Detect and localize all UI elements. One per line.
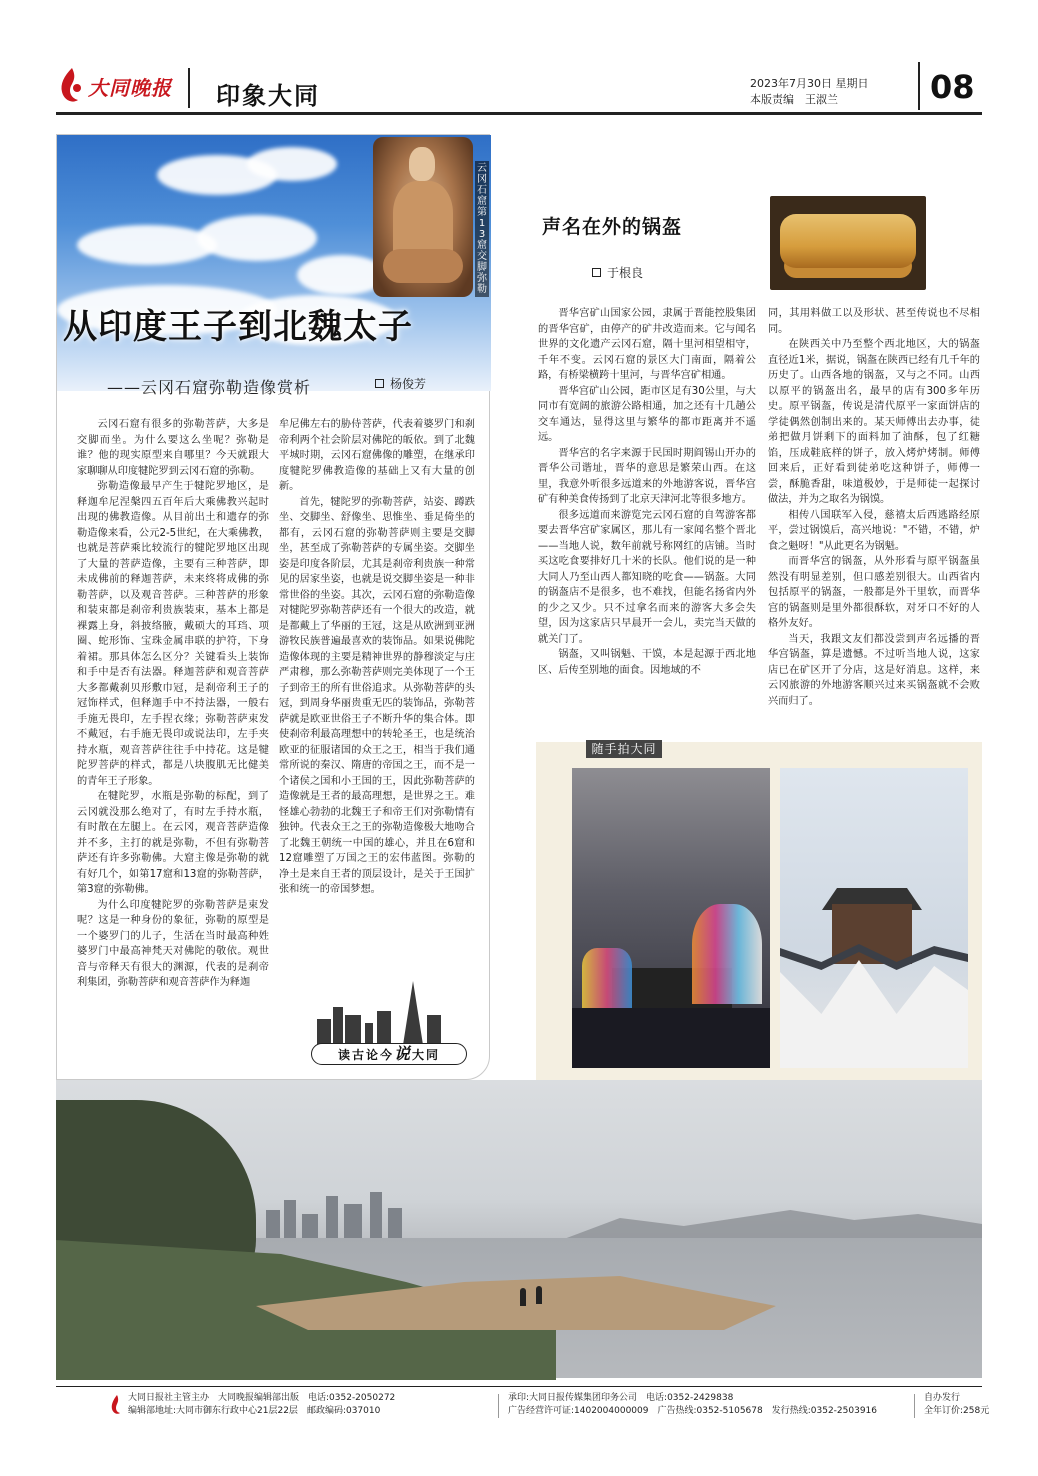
paragraph: 晋华宫矿山国家公园，隶属于晋能控股集团的晋华宫矿，由停产的矿井改造而来。它与闻名世界的文化遗产云冈石窟，隔十里河相望相守，千年不变。云冈石窟的景区大门南面，隔着公路，有桥梁横跨十里河，与晋华宫矿相通。 xyxy=(538,308,756,381)
paragraph: 而晋华宫的锅盔，从外形看与原平锅盔虽然没有明显差别，但口感差别很大。山西省内包括原平的锅盔，一般都是外干里软，而晋华宫的锅盔则是里外都很酥软，对牙口不好的人格外友好。 xyxy=(768,556,980,629)
section-name: 印象大同 xyxy=(216,81,320,110)
page-editor: 本版责编 王淑兰 xyxy=(750,93,838,106)
footer-separator xyxy=(498,1394,499,1418)
paragraph: 在犍陀罗，水瓶是弥勒的标配，到了云冈就没那么绝对了，有时左手持水瓶，有时散在左腿上。在云冈，观音菩萨造像并不多，主打的就是弥勒，不但有弥勒菩萨还有许多弥勒佛。大窟主像是弥勒的就有好几个，如第17窟和13窟的弥勒菩萨，第3窟的弥勒佛。 xyxy=(77,791,269,895)
article-byline xyxy=(375,375,426,392)
author-name: 杨俊芳 xyxy=(390,377,427,391)
paragraph: 首先，犍陀罗的弥勒菩萨，站姿、蹲跌坐、交脚坐、舒像坐、思惟坐、垂足倚坐的都有，云冈石窟的弥勒菩萨则主要是交脚坐，甚至成了弥勒菩萨的专属坐姿。交脚坐姿是印度各阶层，尤其是刹帝利贵族一种常见的居家坐姿，也就是说交脚坐姿是一种非常世俗的坐姿。其次，云冈石窟的弥勒造像对犍陀罗弥勒菩萨还有一个很大的改造，就是都戴上了华丽的王冠，这是从欧洲到亚洲游牧民族普遍最喜欢的装饰品。如果说佛陀造像体现的主要是精神世界的静穆淡定与庄严肃穆，那么弥勒菩萨则完美体现了一个王子到帝王的所有世俗追求。从弥勒菩萨的头冠，到周身华丽贵重无匹的装饰品，弥勒菩萨就是欧亚世俗王子不断升华的集合体。即使刹帝利最高理想中的转轮圣王，也是统治欧亚的征服诸国的众王之王，相当于我们通常所说的秦汉、隋唐的帝国之王，而不是一个诸侯之国和小王国的王，因此弥勒菩萨的造像就是王者的最高理想，是世界之王。难怪雄心勃勃的北魏王子和帝王们对弥勒情有独钟。代表众王之王的弥勒造像极大地吻合了北魏王朝统一中国的雄心，并且在6窟和12窟雕塑了万国之王的宏伟蓝图。弥勒的净土是来自王者的顶层设计，是关于王国扩张和统一的帝国梦想。 xyxy=(279,496,475,895)
paragraph: 锅盔，又叫锅魁、干馍，本是起源于西北地区、后传至别地的面食。因地域的不 xyxy=(538,649,756,676)
issue-date: 2023年7月30日 星期日 xyxy=(750,77,869,90)
paragraph: 牟尼佛左右的胁侍菩萨，代表着婆罗门和刹帝利两个社会阶层对佛陀的皈依。到了北魏平城时期，云冈石窟佛像的雕塑，在继承印度犍陀罗佛教造像的基础上又有大量的创新。 xyxy=(279,419,475,492)
paragraph: 在陕西关中乃至整个西北地区，大的锅盔直径近1米，据说，锅盔在陕西已经有几千年的历史了。山西各地的锅盔，又与之不同。山西以原平的锅盔出名，最早的店有300多年历史。原平锅盔，传说是清代原平一家面饼店的学徒偶然创制出来的。某天师傅出去办事，徒弟把做月饼剩下的面料加了油酥，包了红糖馅，压成鞋底样的饼子，放入烤炉烤制。师傅回来后，正好看到徒弟吃这种饼子，师傅一尝，酥脆香甜，味道极妙，于是师徒一起探讨做法，并为之取名为锅馍。 xyxy=(768,339,980,505)
masthead xyxy=(56,62,982,114)
guokui-column-2 xyxy=(768,306,980,707)
lake-landscape-photo xyxy=(56,1080,982,1378)
issue-meta xyxy=(750,76,869,108)
imprint-publisher: 大同日报社主管主办 大同晚报编辑部出版 电话:0352-2050272 编辑部地址:大同市御东行政中心21层22层 邮政编码:037010 xyxy=(128,1393,396,1416)
guokui-article-byline xyxy=(592,264,643,281)
paragraph: 当天，我跟文友们都没尝到声名远播的晋华宫锅盔，算是遗憾。不过听当地人说，这家店已在矿区开了分店，这是好消息。这样，来云冈旅游的外地游客顺兴过来买锅盔就不会败兴而归了。 xyxy=(768,633,980,707)
byline-box-icon xyxy=(592,268,601,277)
footer-rule xyxy=(56,1386,982,1387)
logo-flame-icon xyxy=(56,66,86,106)
article-title: 从印度王子到北魏太子 xyxy=(63,307,413,347)
page-number: 08 xyxy=(930,68,975,106)
paragraph: 为什么印度犍陀罗的弥勒菩萨是束发呢？这是一种身份的象征，弥勒的原型是一个婆罗门的儿子，生活在当时最高种姓婆罗门中最高神梵天对佛陀的敬依。观世音与帝释天有很大的渊源，代表的是刹帝利集团，弥勒菩萨和观音菩萨作为释迦 xyxy=(77,899,269,988)
footer-logo-icon xyxy=(110,1394,122,1416)
statue-photo-caption: 云冈石窟第13窟交脚弥勒 xyxy=(477,163,487,295)
column-banner: 读古论今说大同 xyxy=(311,1043,467,1065)
city-skyline-icon xyxy=(311,975,451,1045)
imprint-footer xyxy=(56,1392,990,1422)
footer-separator xyxy=(914,1394,915,1418)
paragraph: 晋华宫矿山公园，距市区足有30公里，与大同市有宽阔的旅游公路相通，加之还有十几趟公交车通达，显得这里与繁华的都市距离并不遥远。 xyxy=(538,385,756,443)
article-subtitle: ——云冈石窟弥勒造像赏析 xyxy=(107,378,312,397)
imprint-printer: 承印:大同日报传媒集团印务公司 电话:0352-2429838 广告经营许可证:1402004000009 广告热线:0352-5105678 发行热线:0352-2503916 xyxy=(508,1393,878,1416)
article-column-1 xyxy=(77,417,269,1073)
paragraph: 弥勒造像最早产生于犍陀罗地区，是释迦牟尼涅槃四五百年后大乘佛教兴起时出现的佛教造像。从目前出土和遗存的弥勒造像来看，公元2-5世纪，在大乘佛教，也就是菩萨乘比较流行的犍陀罗地区出现了大量的菩萨造像，主要有三种菩萨，即未成佛前的释迦菩萨，未来终将成佛的弥勒菩萨，以及观音菩萨。三种菩萨的形象和装束都是刹帝利贵族装束，基本上都是裸露上身，斜披络腋，戴硕大的耳珰、项圈、蛇形饰、宝珠金属串联的护符，下身着裙。那具体怎么区分？关键看头上装饰和手中是否有法器。释迦菩萨和观音菩萨大多都戴刹贝形敷巾冠，是刹帝利王子的冠饰样式，但释迦手中不持法器，一般右手施无畏印，左手捏衣缘；弥勒菩萨束发不戴冠，右手施无畏印或说法印，左手夹持水瓶，观音菩萨往往手中持花。这是犍陀罗菩萨的样式，都是八块腹肌无比健美的青年王子形象。 xyxy=(77,481,269,787)
imprint-distribution: 自办发行 全年订价:258元 xyxy=(924,1393,990,1416)
photo-feature-tag: 随手拍大同 xyxy=(586,740,662,758)
guokui-bread-photo xyxy=(770,196,926,290)
header-divider xyxy=(188,68,190,108)
byline-box-icon xyxy=(375,379,384,388)
logo-text: 大同晚报 xyxy=(88,75,172,100)
newspaper-logo xyxy=(56,62,184,110)
paragraph: 晋华宫的名字来源于民国时期阎锡山开办的晋华公司谐址，晋华的意思是繁荣山西。在这里，我意外听很多远道来的外地游客说，晋华宫矿有种美食传扬到了北京天津河北等很多地方。 xyxy=(538,447,756,505)
glass-installation-photo xyxy=(572,768,770,1068)
maitreya-statue-photo xyxy=(373,137,473,297)
paragraph: 同，其用料做工以及形状、甚至传说也不尽相同。 xyxy=(768,308,980,335)
author-name: 于根良 xyxy=(607,266,644,280)
guokui-column-1 xyxy=(538,306,756,688)
paragraph: 云冈石窟有很多的弥勒菩萨，大多是交脚而坐。为什么要这么坐呢？弥勒是谁？他的现实原型来自哪里？今天就跟大家聊聊从印度犍陀罗到云冈石窟的弥勒。 xyxy=(77,419,269,477)
paragraph: 相传八国联军入侵，慈禧太后西逃路经原平，尝过锅馍后，高兴地说："不错，不错，炉食之魁呀！"从此更名为锅魁。 xyxy=(768,509,980,552)
header-rule xyxy=(56,112,982,115)
article-column-2 xyxy=(279,417,475,965)
pagoda-roof-photo xyxy=(780,768,968,1068)
feature-article-frame xyxy=(56,134,490,1080)
column-logo xyxy=(281,965,487,1075)
guokui-article-title: 声名在外的锅盔 xyxy=(542,216,683,238)
page-number-divider xyxy=(918,62,920,110)
paragraph: 很多远道而来游览完云冈石窟的自驾游客都要去晋华宫矿家属区，那儿有一家闻名整个晋北——当地人说，数年前就号称网红的店铺。当时买这吃食要排好几十米的长队。他们说的是一种大同人乃至山西人都知晓的吃食——锅盔。大同的锅盔店不是很多，也不难找，但能名扬省内外的少之又少。只不过拿名而来的游客大多会失望，因为这家店只早晨开一会儿，卖完当天做的就关门了。 xyxy=(538,509,756,645)
